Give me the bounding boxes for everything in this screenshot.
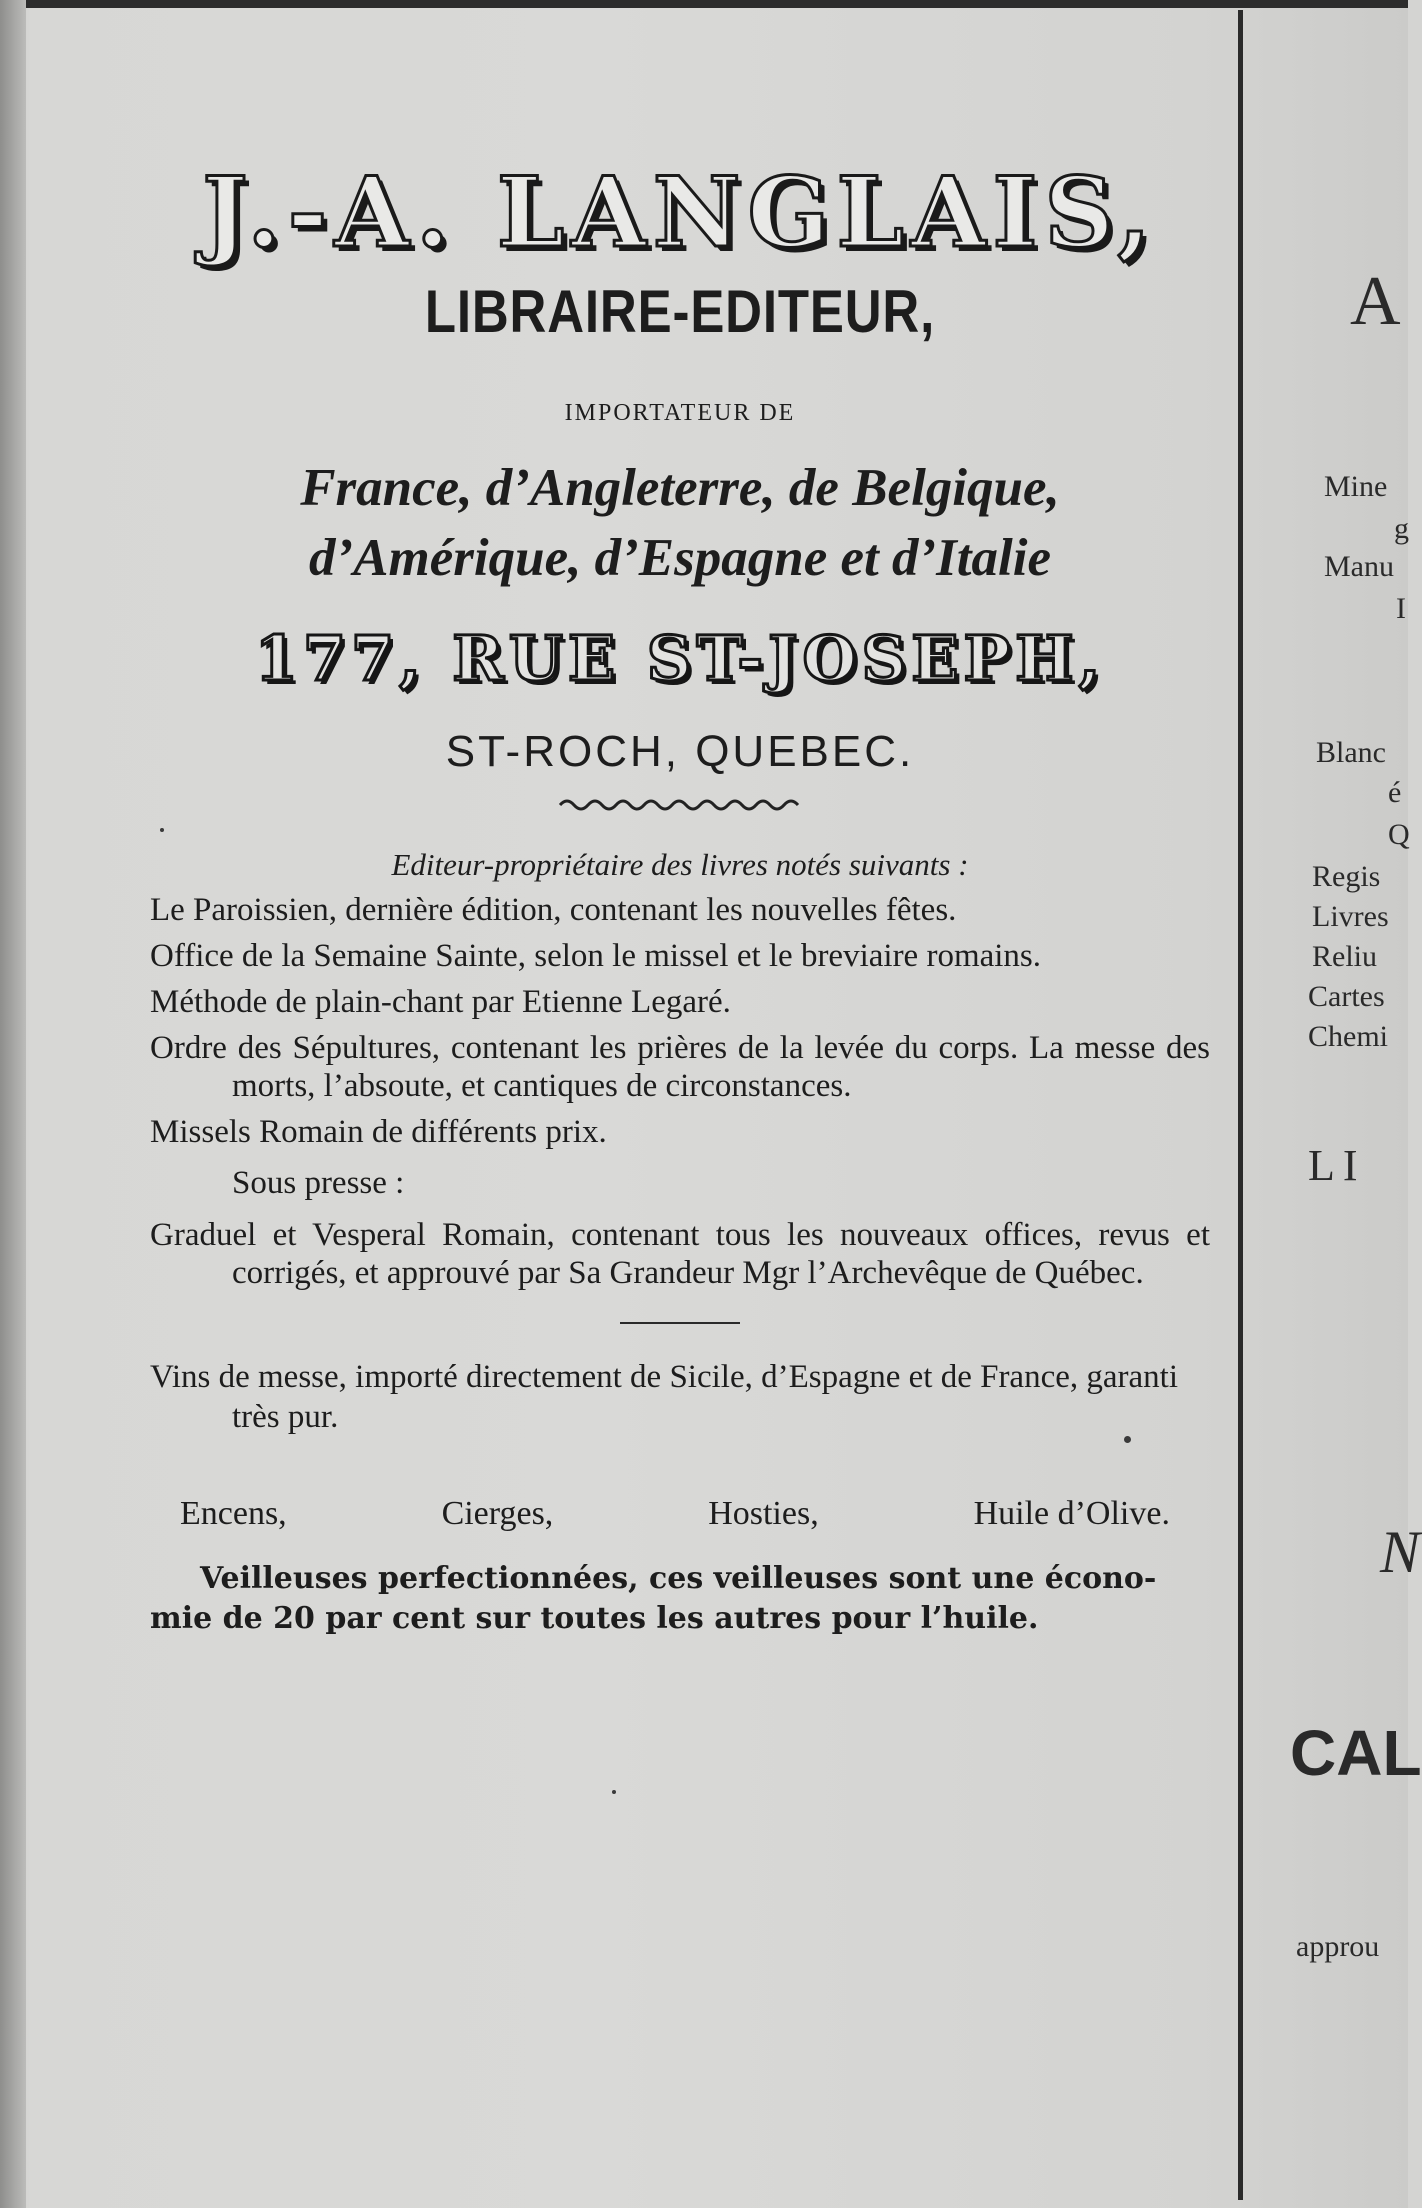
scan-left-edge [0, 0, 26, 2208]
facing-text: N [1380, 1519, 1421, 1585]
product-item: Cierges, [441, 1495, 554, 1532]
facing-text: A [1350, 263, 1401, 340]
facing-text: approu [1296, 1930, 1380, 1963]
importer-label: IMPORTATEUR DE [564, 400, 796, 426]
facing-text: Reliu [1312, 940, 1377, 973]
facing-text: CAL [1290, 1717, 1422, 1789]
countries-line-1: France, d’Angleterre, de Belgique, [300, 459, 1060, 517]
facing-text: Regis [1312, 860, 1381, 893]
ink-speck [612, 1790, 616, 1794]
book-item: Le Paroissien, dernière édition, contenant les nouvelles fêtes. [150, 892, 957, 928]
product-item: Huile d’Olive. [973, 1495, 1170, 1532]
book-item: Missels Romain de différents prix. [150, 1114, 607, 1150]
section-rule [620, 1322, 740, 1324]
facing-text: Blanc [1316, 736, 1386, 769]
facing-text: Mine [1324, 470, 1388, 503]
product-item: Encens, [180, 1495, 287, 1532]
ink-speck [1124, 1436, 1131, 1443]
lamps-line-1: Veilleuses perfectionnées, ces veilleuses sont une écono- [200, 1561, 1157, 1596]
facing-page-fragment [1290, 0, 1422, 2208]
facing-text: I [1396, 592, 1406, 625]
ornament-divider [150, 795, 1210, 815]
lamps-line-2: mie de 20 par cent sur toutes les autres pour l’huile. [150, 1601, 1039, 1636]
countries-list [150, 453, 1210, 593]
city-line: ST-ROCH, QUEBEC. [445, 727, 915, 776]
in-press-item: Graduel et Vesperal Romain, contenant tous les nouveaux offices, revus et corrigés, et approuvé par Sa Grandeur Mgr l’Archevêque de Québec. [150, 1217, 1210, 1291]
lamps-notice [150, 1559, 1210, 1639]
book-item: Ordre des Sépultures, contenant les prières de la levée du corps. La messe des morts, l’absoute, et cantiques de circonstances. [150, 1030, 1210, 1104]
advertisement [150, 140, 1210, 1639]
facing-text: Manu [1324, 550, 1394, 583]
product-item: Hosties, [708, 1495, 819, 1532]
street-address: 177, RUE ST-JOSEPH, [254, 622, 1106, 695]
book-list [150, 891, 1210, 1151]
facing-text: é [1388, 776, 1402, 809]
page-gutter-divider [1238, 10, 1243, 2200]
book-item: Méthode de plain-chant par Etienne Legaré. [150, 984, 731, 1020]
facing-text: Livres [1312, 900, 1389, 933]
scan-top-edge [0, 0, 1408, 8]
book-list-heading: Editeur-propriétaire des livres notés suivants : [391, 847, 969, 882]
facing-text: Chemi [1308, 1020, 1388, 1053]
facing-text: Q [1388, 818, 1410, 851]
merchant-name: J.-A. LANGLAIS, [202, 156, 1158, 269]
facing-text: g [1394, 512, 1409, 545]
product-list [150, 1495, 1210, 1533]
merchant-profession: LIBRAIRE-EDITEUR, [424, 278, 936, 345]
ink-speck [160, 828, 164, 832]
countries-line-2: d’Amérique, d’Espagne et d’Italie [309, 529, 1051, 587]
facing-text: Cartes [1308, 980, 1385, 1013]
facing-text: LI [1308, 1141, 1366, 1190]
wines-notice: Vins de messe, importé directement de Sicile, d’Espagne et de France, garanti très pur. [150, 1359, 1178, 1435]
book-item: Office de la Semaine Sainte, selon le missel et le breviaire romains. [150, 938, 1042, 974]
in-press-label: Sous presse : [232, 1165, 405, 1201]
wavy-ornament-icon [560, 795, 800, 811]
